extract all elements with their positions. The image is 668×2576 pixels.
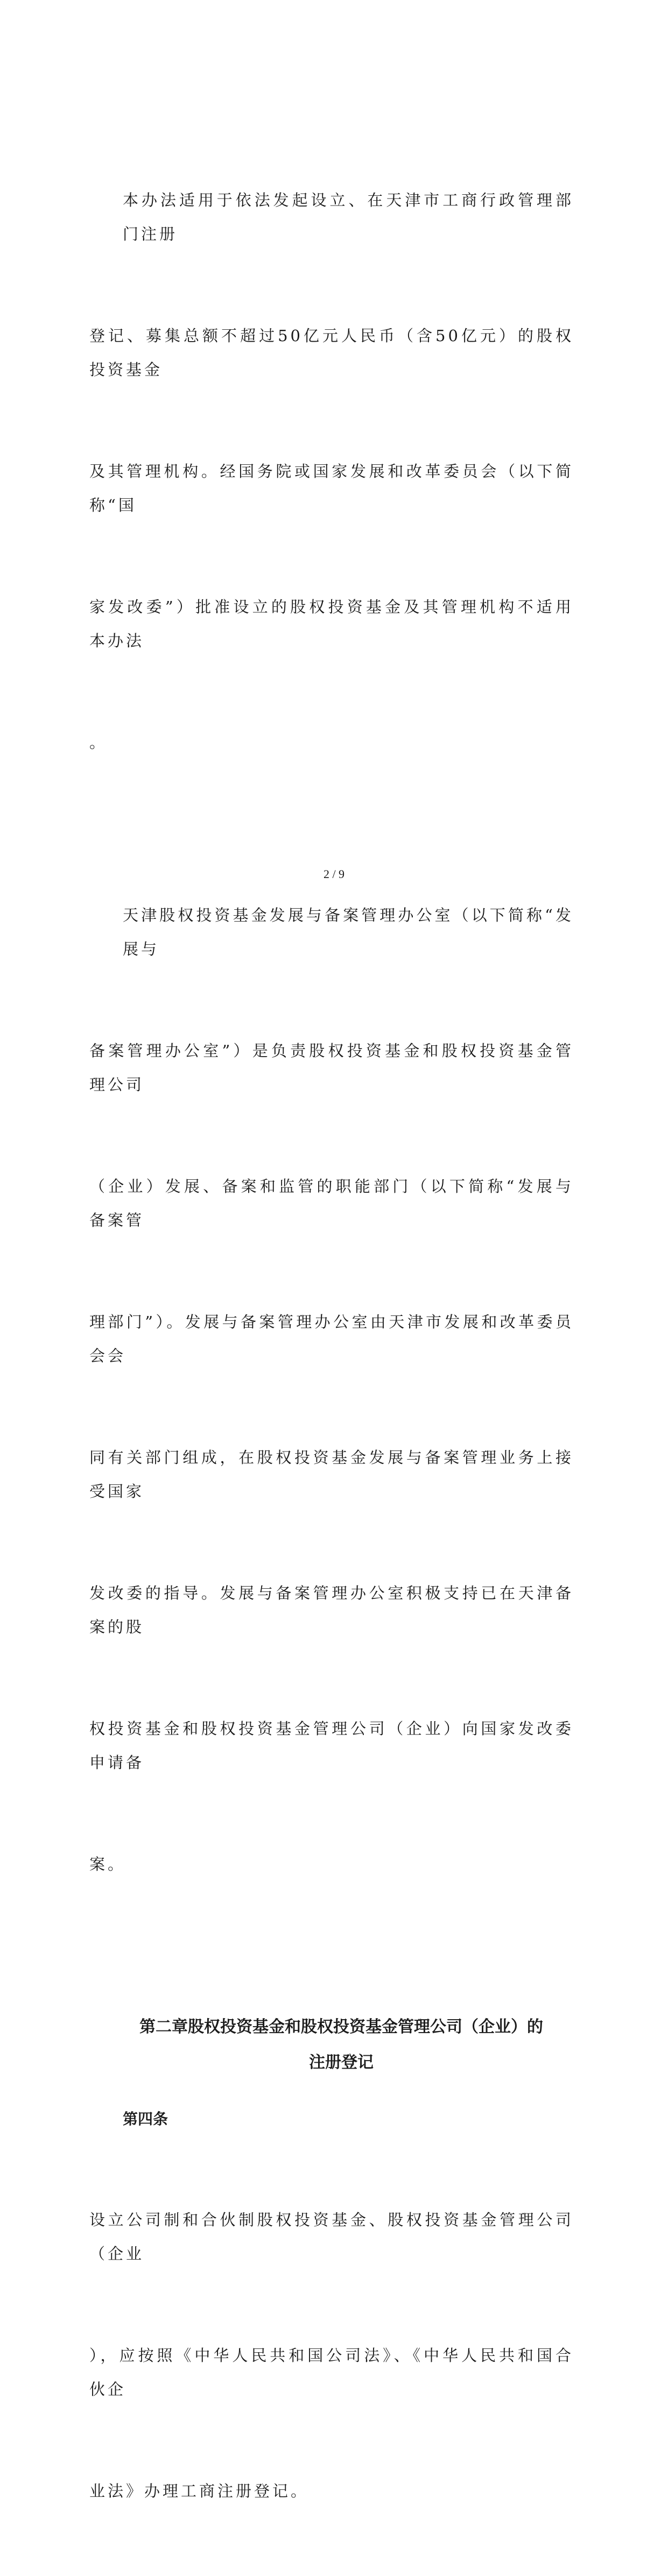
text-line: 及其管理机构。经国务院或国家发展和改革委员会（以下简称“国	[89, 462, 574, 514]
chapter-title-line-1: 第二章股权投资基金和股权投资基金管理公司（企业）的	[139, 2018, 543, 2036]
text-line: 本办法适用于依法发起设立、在天津市工商行政管理部门注册	[123, 191, 574, 243]
text-line: 备案管理办公室”）是负责股权投资基金和股权投资基金管理公司	[89, 1042, 574, 1094]
text-line: 设立公司制和合伙制股权投资基金、股权投资基金管理公司（企业	[89, 2211, 574, 2263]
text-line: 同有关部门组成，在股权投资基金发展与备案管理业务上接受国家	[89, 1448, 574, 1501]
text-line: 业法》办理工商注册登记。	[89, 2482, 310, 2500]
document-body	[89, 116, 574, 2576]
page-number: 2 / 9	[323, 867, 345, 881]
text-line: 家发改委”）批准设立的股权投资基金及其管理机构不适用本办法	[89, 598, 574, 650]
text-line: 登记、募集总额不超过50亿元人民币（含50亿元）的股权投资基金	[89, 327, 574, 379]
chapter-title-line-2: 注册登记	[309, 2053, 374, 2072]
text-line: 案。	[89, 1855, 126, 1873]
text-line: 发改委的指导。发展与备案管理办公室积极支持已在天津备案的股	[89, 1584, 574, 1636]
paragraph-office	[89, 831, 574, 1949]
text-line: 权投资基金和股权投资基金管理公司（企业）向国家发改委申请备	[89, 1719, 574, 1772]
paragraph-scope	[89, 116, 574, 827]
article-heading: 第四条	[123, 2110, 168, 2128]
text-line: 天津股权投资基金发展与备案管理办公室（以下简称“发展与	[123, 906, 574, 958]
paragraph-article-4	[89, 2135, 574, 2576]
chapter-title	[89, 2009, 574, 2080]
text-line: 理部门”）。发展与备案管理办公室由天津市发展和改革委员会会	[89, 1313, 574, 1365]
text-line: 。	[89, 733, 108, 752]
text-line: （企业）发展、备案和监管的职能部门（以下简称“发展与备案管	[89, 1177, 574, 1229]
text-line: ），应按照《中华人民共和国公司法》、《中华人民共和国合伙企	[89, 2346, 574, 2398]
